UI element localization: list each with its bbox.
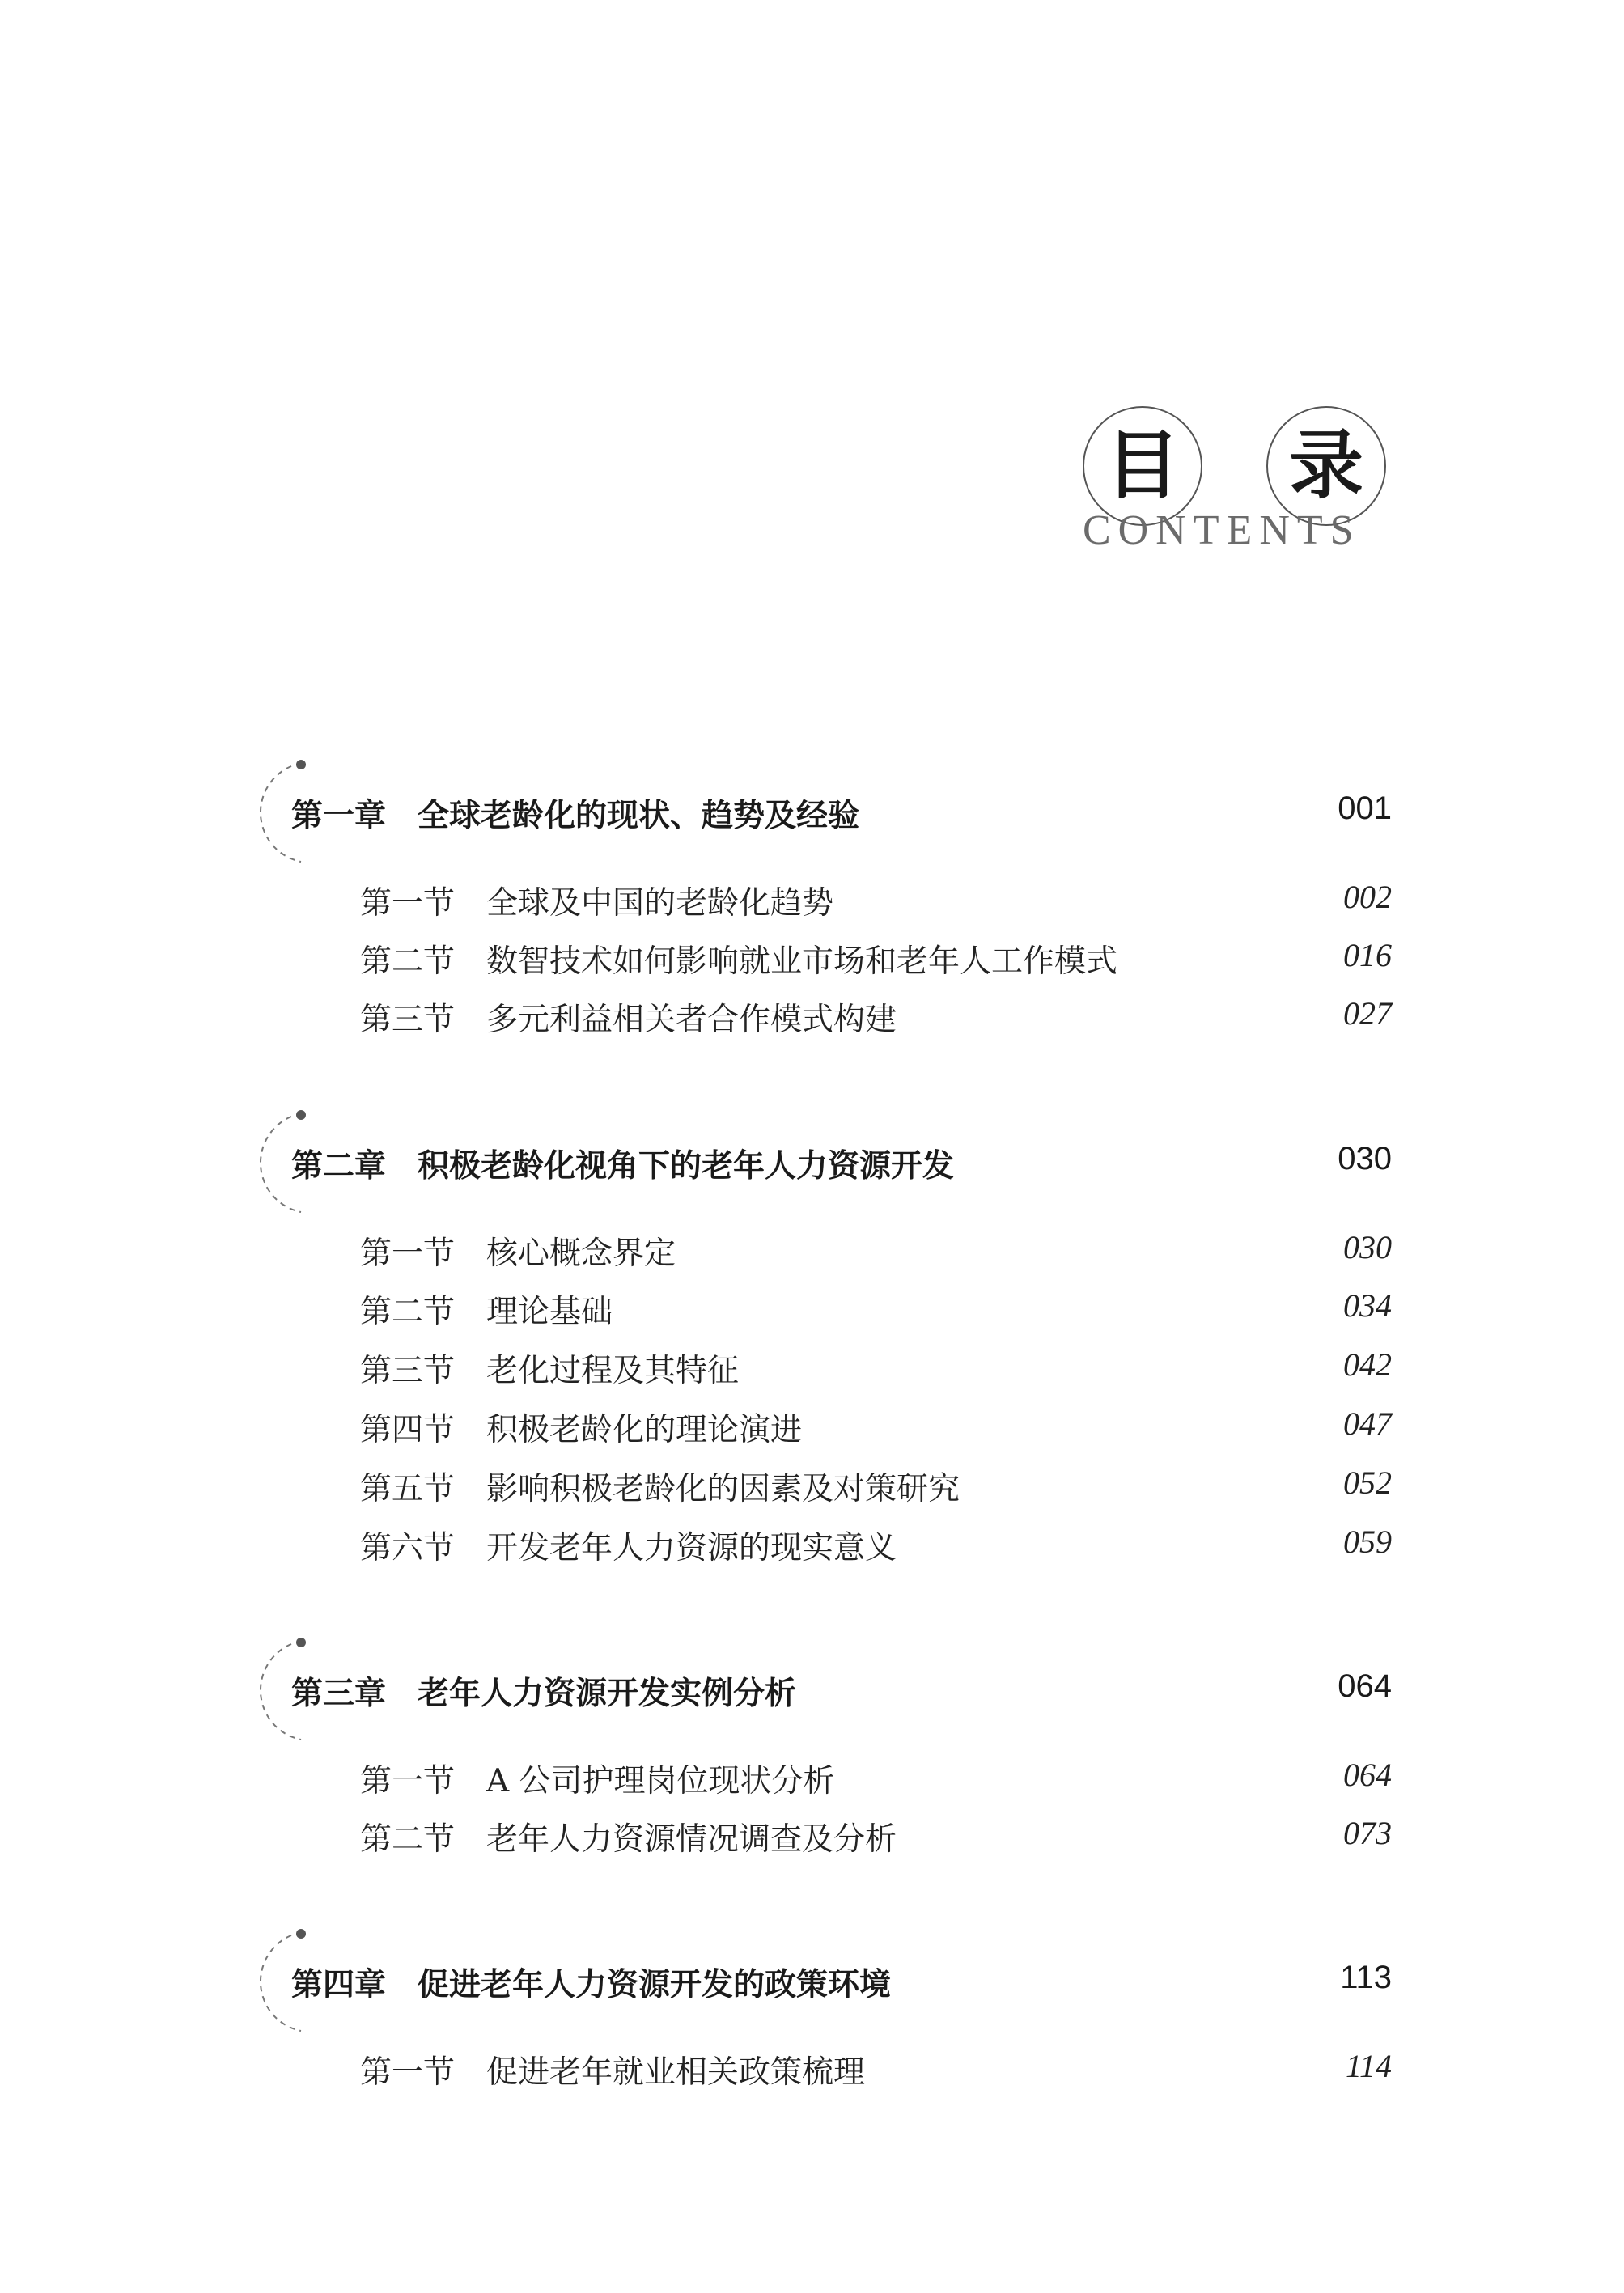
section-entry[interactable] bbox=[360, 1405, 1392, 1453]
section-title: 第三节 多元利益相关者合作模式构建 bbox=[360, 1002, 897, 1038]
chapter-block bbox=[251, 757, 1392, 1038]
section-page-number: 073 bbox=[1343, 1815, 1392, 1851]
section-page-number: 030 bbox=[1343, 1229, 1392, 1265]
section-page-number: 016 bbox=[1343, 937, 1392, 973]
section-entry[interactable] bbox=[360, 1286, 1392, 1335]
section-title: 第一节 核心概念界定 bbox=[360, 1236, 676, 1272]
chapter-block bbox=[251, 1107, 1392, 1566]
section-entry[interactable] bbox=[360, 2047, 1392, 2096]
contents-subtitle: CONTENTS bbox=[1083, 507, 1361, 553]
section-entry[interactable] bbox=[360, 1523, 1392, 1571]
toc-heading bbox=[1076, 388, 1416, 591]
chapter-page-number: 113 bbox=[1340, 1960, 1392, 1995]
section-title: 第三节 老化过程及其特征 bbox=[360, 1353, 740, 1389]
section-page-number: 114 bbox=[1345, 2048, 1392, 2084]
section-entry[interactable] bbox=[360, 936, 1392, 985]
section-title: 第五节 影响积极老龄化的因素及对策研究 bbox=[360, 1471, 960, 1507]
section-title: 第二节 老年人力资源情况调查及分析 bbox=[360, 1821, 897, 1858]
section-entry[interactable] bbox=[360, 1346, 1392, 1394]
section-page-number: 052 bbox=[1343, 1464, 1392, 1501]
section-page-number: 002 bbox=[1343, 879, 1392, 915]
section-entry[interactable] bbox=[360, 1756, 1392, 1804]
chapter-page-number: 001 bbox=[1338, 790, 1392, 826]
chapter-title[interactable]: 第二章 积极老龄化视角下的老年人力资源开发 bbox=[291, 1148, 955, 1185]
section-title: 第一节 全球及中国的老龄化趋势 bbox=[360, 885, 834, 922]
chapter-block bbox=[251, 1926, 1392, 2096]
chapter-page-number: 030 bbox=[1338, 1141, 1392, 1176]
section-page-number: 059 bbox=[1343, 1524, 1392, 1560]
section-title: 第一节 促进老年就业相关政策梳理 bbox=[360, 2054, 866, 2091]
section-page-number: 047 bbox=[1343, 1405, 1392, 1442]
section-page-number: 034 bbox=[1343, 1287, 1392, 1324]
chapter-block bbox=[251, 1634, 1392, 1858]
section-page-number: 027 bbox=[1343, 995, 1392, 1032]
section-entry[interactable] bbox=[360, 994, 1392, 1043]
section-title: 第二节 数智技术如何影响就业市场和老年人工作模式 bbox=[360, 943, 1118, 980]
section-page-number: 064 bbox=[1343, 1757, 1392, 1793]
chapter-title[interactable]: 第一章 全球老龄化的现状、趋势及经验 bbox=[291, 798, 860, 834]
section-title: 第一节 A 公司护理岗位现状分析 bbox=[360, 1763, 835, 1799]
chapter-page-number: 064 bbox=[1338, 1668, 1392, 1704]
section-entry[interactable] bbox=[360, 1228, 1392, 1277]
heading-char-circle: 目 bbox=[1083, 406, 1202, 526]
section-entry[interactable] bbox=[360, 1464, 1392, 1512]
heading-char-circle: 录 bbox=[1266, 406, 1386, 526]
section-title: 第二节 理论基础 bbox=[360, 1294, 613, 1330]
section-entry[interactable] bbox=[360, 1814, 1392, 1863]
section-title: 第四节 积极老龄化的理论演进 bbox=[360, 1412, 803, 1448]
chapter-title[interactable]: 第三章 老年人力资源开发实例分析 bbox=[291, 1676, 797, 1712]
section-page-number: 042 bbox=[1343, 1346, 1392, 1383]
section-title: 第六节 开发老年人力资源的现实意义 bbox=[360, 1530, 897, 1566]
section-entry[interactable] bbox=[360, 878, 1392, 926]
chapter-title[interactable]: 第四章 促进老年人力资源开发的政策环境 bbox=[291, 1967, 892, 2003]
